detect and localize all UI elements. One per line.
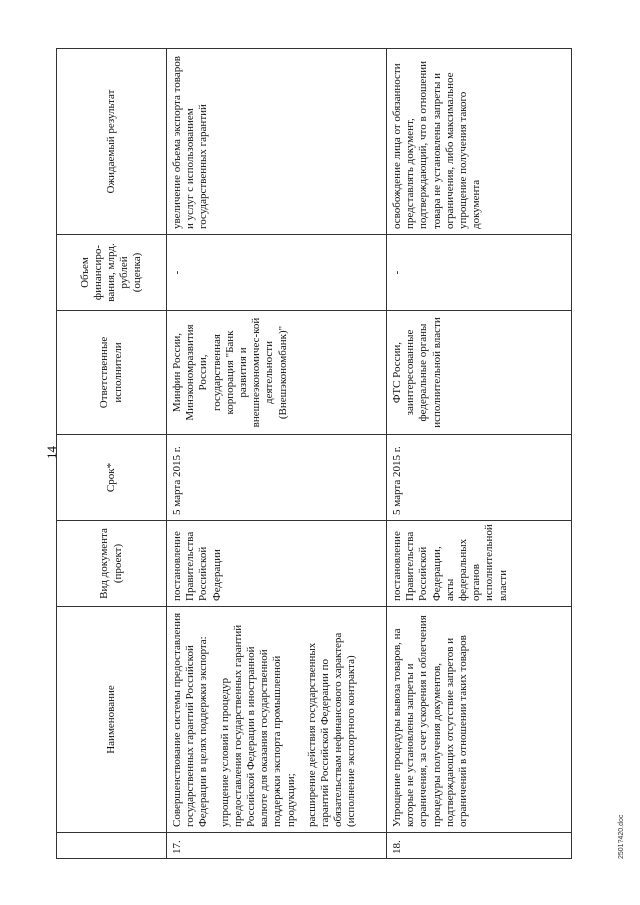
row-result: освобождение лица от обязанности представлять документ, подтверждающий, что в отношении товара не установлены запреты и ограничения, либо максимальное упрощение получения такого документа [387, 49, 572, 235]
table-row [167, 49, 387, 859]
measures-table [56, 48, 572, 859]
footer-file-code: 2501?420.doc [618, 814, 625, 859]
name-paragraph: Совершенствование системы предоставления государственных гарантий Российской Федерации в целях поддержки экспорта: [171, 612, 210, 827]
table-row [387, 49, 572, 859]
row-deadline: 5 марта 2015 г. [167, 435, 387, 521]
row-doc-type: постановление Правительства Российской Федерации [167, 521, 387, 607]
header-funding: Объем финансиро-вания, млрд. рублей (оценка) [57, 235, 167, 311]
row-number: 17. [167, 833, 387, 859]
name-paragraph: расширение действия государственных гарантий Российской Федерации по обязательствам нефинансового характера (исполнение экспортного контракта) [305, 632, 358, 827]
header-deadline: Срок* [57, 435, 167, 521]
name-paragraph: упрощение условий и процедур предоставления государственных гарантий Российской Федерации в иностранной валюте для оказания государственной поддержки экспорта промышленной продукции; [218, 624, 297, 827]
header-result: Ожидаемый результат [57, 49, 167, 235]
table-header-row [57, 49, 167, 859]
row-number: 18. [387, 833, 572, 859]
row-executors: ФТС России, заинтересованные федеральные органы исполнительной власти [387, 311, 572, 435]
row-doc-type: постановление Правительства Российской Федерации, акты федеральных органов исполнительной власти [387, 521, 572, 607]
name-paragraph: Упрощение процедуры вывоза товаров, на которые не установлены запреты и ограничения, за счет ускорения и облегчения процедуры получения документов, подтверждающих отсутствие запретов и ограничений в отношении таких товаров [391, 615, 469, 827]
row-result: увеличение объема экспорта товаров и услуг с использованием государственных гарантий [167, 49, 387, 235]
row-name [387, 607, 572, 833]
row-name [167, 607, 387, 833]
header-doc-type: Вид документа (проект) [57, 521, 167, 607]
row-funding: - [167, 235, 387, 311]
row-deadline: 5 марта 2015 г. [387, 435, 572, 521]
row-funding: - [387, 235, 572, 311]
header-number [57, 833, 167, 859]
header-executors: Ответственные исполнители [57, 311, 167, 435]
page-number: 14 [44, 446, 59, 459]
row-executors: Минфин России, Минэкономразвития России, государственная корпорация "Банк развития и внешнеэкономичес-кой деятельности (Внешэкономбанк)" [167, 311, 387, 435]
header-name: Наименование [57, 607, 167, 833]
